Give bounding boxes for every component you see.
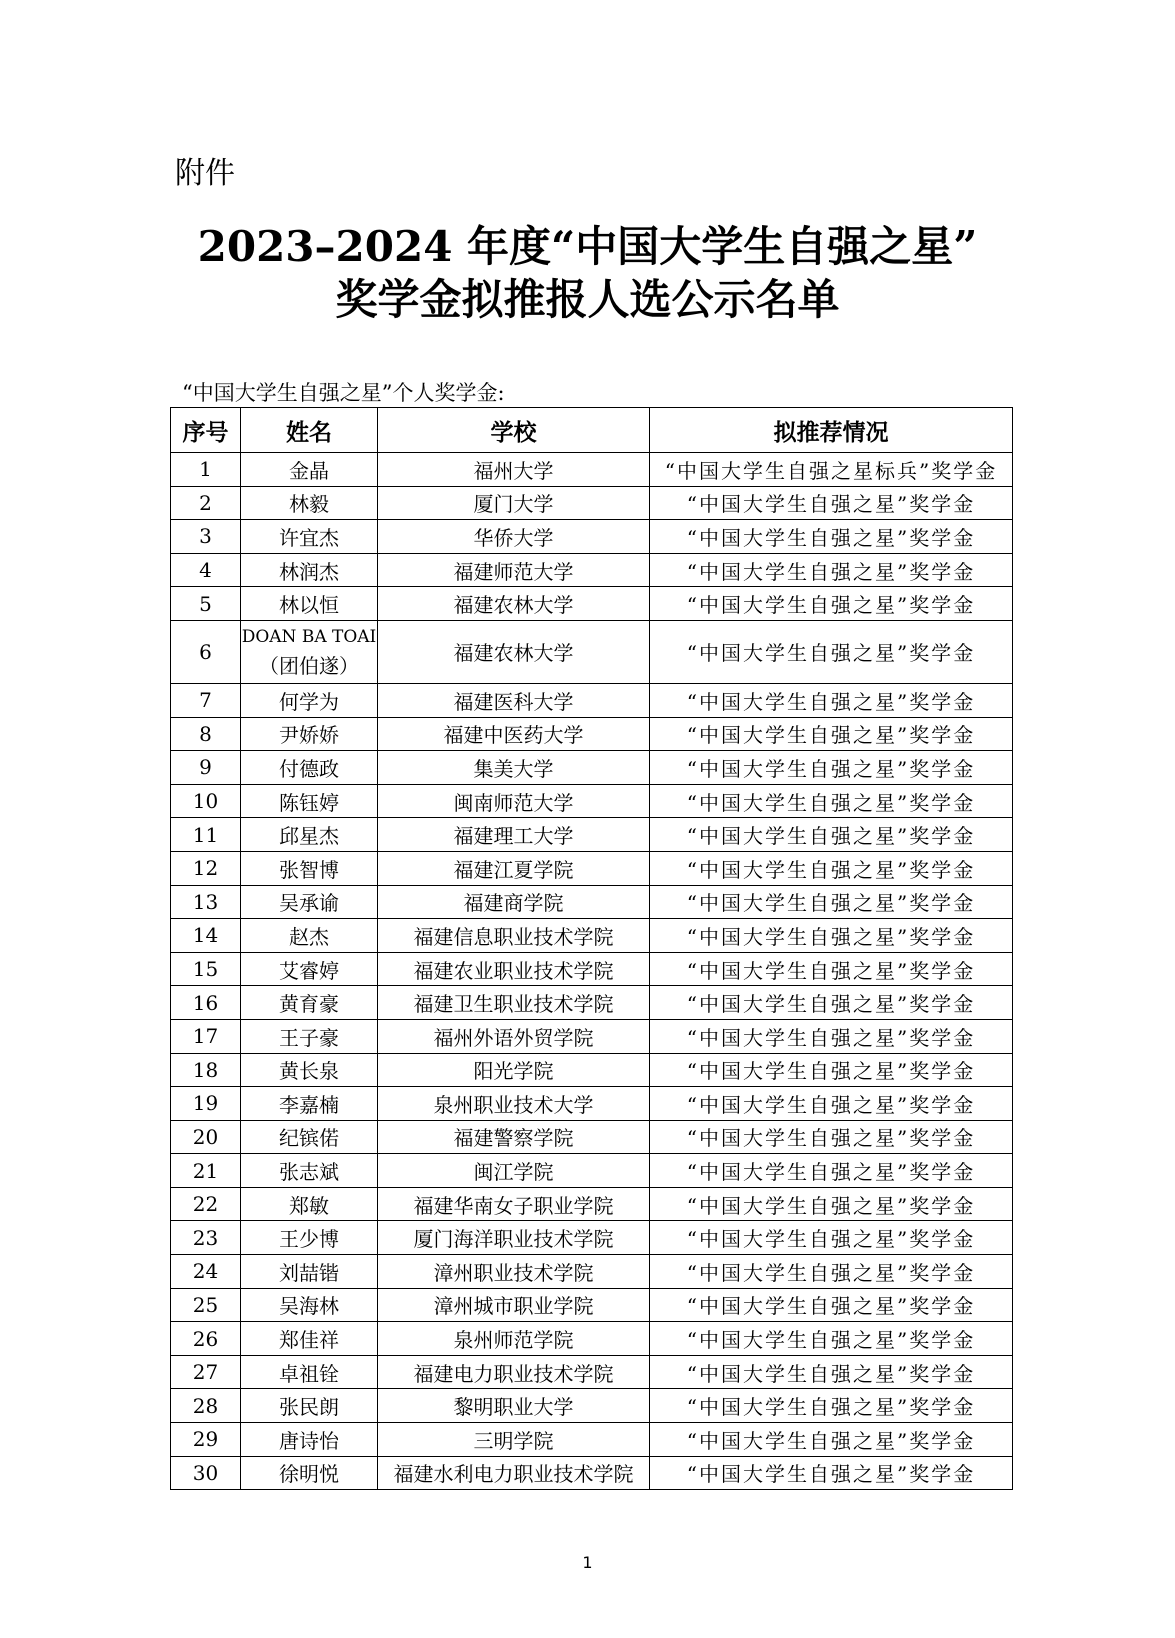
table-row — [171, 1322, 1013, 1356]
cell-recommendation: “中国大学生自强之星”奖学金 — [650, 1255, 1013, 1289]
table-row — [171, 520, 1013, 554]
table-row — [171, 986, 1013, 1020]
cell-recommendation: “中国大学生自强之星”奖学金 — [650, 620, 1013, 683]
cell-school: 福建江夏学院 — [378, 851, 650, 885]
cell-no: 15 — [171, 952, 241, 986]
cell-no: 8 — [171, 717, 241, 751]
table-row — [171, 620, 1013, 683]
cell-name: 张智博 — [241, 851, 378, 885]
table-row — [171, 851, 1013, 885]
cell-name: 林润杰 — [241, 553, 378, 587]
cell-no: 1 — [171, 453, 241, 487]
cell-name: 唐诗怡 — [241, 1423, 378, 1457]
cell-no: 3 — [171, 520, 241, 554]
cell-recommendation: “中国大学生自强之星”奖学金 — [650, 1087, 1013, 1121]
header-recommendation: 拟推荐情况 — [650, 408, 1013, 453]
table-row — [171, 1221, 1013, 1255]
cell-no: 5 — [171, 587, 241, 621]
cell-name: 林以恒 — [241, 587, 378, 621]
cell-school: 厦门海洋职业技术学院 — [378, 1221, 650, 1255]
cell-no: 7 — [171, 683, 241, 717]
table-row — [171, 1355, 1013, 1389]
cell-school: 阳光学院 — [378, 1053, 650, 1087]
cell-recommendation: “中国大学生自强之星”奖学金 — [650, 1355, 1013, 1389]
cell-name: 卓祖铨 — [241, 1355, 378, 1389]
cell-name-line-1: DOAN BA TOAI — [241, 626, 377, 647]
table-row — [171, 952, 1013, 986]
cell-name: 赵杰 — [241, 919, 378, 953]
cell-name: 尹娇娇 — [241, 717, 378, 751]
cell-recommendation: “中国大学生自强之星”奖学金 — [650, 1288, 1013, 1322]
cell-name: 郑佳祥 — [241, 1322, 378, 1356]
cell-no: 9 — [171, 751, 241, 785]
table-row — [171, 587, 1013, 621]
cell-school: 福建理工大学 — [378, 818, 650, 852]
table-row — [171, 486, 1013, 520]
cell-name-line-2: （团伯遂） — [259, 653, 359, 678]
cell-school: 福建商学院 — [378, 885, 650, 919]
table-row — [171, 751, 1013, 785]
cell-school: 福建警察学院 — [378, 1120, 650, 1154]
cell-recommendation: “中国大学生自强之星”奖学金 — [650, 1423, 1013, 1457]
cell-no: 26 — [171, 1322, 241, 1356]
table-row — [171, 1053, 1013, 1087]
cell-name: 艾睿婷 — [241, 952, 378, 986]
table-row — [171, 1456, 1013, 1490]
cell-name: 纪镔偌 — [241, 1120, 378, 1154]
cell-recommendation: “中国大学生自强之星”奖学金 — [650, 919, 1013, 953]
cell-school: 福建信息职业技术学院 — [378, 919, 650, 953]
cell-recommendation: “中国大学生自强之星”奖学金 — [650, 952, 1013, 986]
cell-no: 10 — [171, 784, 241, 818]
cell-recommendation: “中国大学生自强之星”奖学金 — [650, 1019, 1013, 1053]
cell-name: 邱星杰 — [241, 818, 378, 852]
cell-no: 25 — [171, 1288, 241, 1322]
cell-recommendation: “中国大学生自强之星”奖学金 — [650, 587, 1013, 621]
cell-no: 13 — [171, 885, 241, 919]
cell-recommendation: “中国大学生自强之星”奖学金 — [650, 717, 1013, 751]
page-number: 1 — [582, 1553, 593, 1572]
cell-school: 福州大学 — [378, 453, 650, 487]
cell-no: 4 — [171, 553, 241, 587]
cell-recommendation: “中国大学生自强之星”奖学金 — [650, 851, 1013, 885]
cell-no: 2 — [171, 486, 241, 520]
cell-name: 王少博 — [241, 1221, 378, 1255]
cell-name: 何学为 — [241, 683, 378, 717]
cell-name: 张志斌 — [241, 1154, 378, 1188]
cell-recommendation: “中国大学生自强之星”奖学金 — [650, 1154, 1013, 1188]
cell-recommendation: “中国大学生自强之星”奖学金 — [650, 1053, 1013, 1087]
cell-no: 29 — [171, 1423, 241, 1457]
cell-no: 16 — [171, 986, 241, 1020]
cell-recommendation: “中国大学生自强之星”奖学金 — [650, 1322, 1013, 1356]
cell-recommendation: “中国大学生自强之星”奖学金 — [650, 520, 1013, 554]
table-row — [171, 1423, 1013, 1457]
cell-school: 泉州师范学院 — [378, 1322, 650, 1356]
cell-recommendation: “中国大学生自强之星”奖学金 — [650, 486, 1013, 520]
section-label: “中国大学生自强之星”个人奖学金: — [182, 381, 505, 405]
cell-name: 吴承谕 — [241, 885, 378, 919]
table-row — [171, 683, 1013, 717]
cell-recommendation: “中国大学生自强之星”奖学金 — [650, 1120, 1013, 1154]
cell-school: 漳州城市职业学院 — [378, 1288, 650, 1322]
cell-school: 闽南师范大学 — [378, 784, 650, 818]
cell-name: 黄育豪 — [241, 986, 378, 1020]
cell-school: 福建水利电力职业技术学院 — [378, 1456, 650, 1490]
table-row — [171, 1255, 1013, 1289]
cell-no: 20 — [171, 1120, 241, 1154]
cell-school: 集美大学 — [378, 751, 650, 785]
cell-name: 刘喆锴 — [241, 1255, 378, 1289]
cell-name: 付德政 — [241, 751, 378, 785]
table-row — [171, 453, 1013, 487]
cell-name: 王子豪 — [241, 1019, 378, 1053]
cell-recommendation: “中国大学生自强之星标兵”奖学金 — [650, 453, 1013, 487]
cell-name: 张民朗 — [241, 1389, 378, 1423]
table-row — [171, 1120, 1013, 1154]
cell-school: 福建医科大学 — [378, 683, 650, 717]
table-row — [171, 553, 1013, 587]
table-row — [171, 717, 1013, 751]
cell-school: 三明学院 — [378, 1423, 650, 1457]
table-row — [171, 1389, 1013, 1423]
table-row — [171, 818, 1013, 852]
cell-name: 林毅 — [241, 486, 378, 520]
cell-school: 泉州职业技术大学 — [378, 1087, 650, 1121]
cell-school: 福建农林大学 — [378, 587, 650, 621]
cell-recommendation: “中国大学生自强之星”奖学金 — [650, 885, 1013, 919]
cell-school: 福建农业职业技术学院 — [378, 952, 650, 986]
cell-recommendation: “中国大学生自强之星”奖学金 — [650, 751, 1013, 785]
cell-school: 福建华南女子职业学院 — [378, 1187, 650, 1221]
cell-no: 19 — [171, 1087, 241, 1121]
cell-no: 28 — [171, 1389, 241, 1423]
table-header-row — [171, 408, 1013, 453]
header-name: 姓名 — [241, 408, 378, 453]
table-row — [171, 784, 1013, 818]
cell-no: 14 — [171, 919, 241, 953]
table-row — [171, 1087, 1013, 1121]
table-row — [171, 885, 1013, 919]
nominee-table — [170, 407, 1013, 1490]
header-school: 学校 — [378, 408, 650, 453]
cell-school: 福建卫生职业技术学院 — [378, 986, 650, 1020]
table-row — [171, 919, 1013, 953]
cell-recommendation: “中国大学生自强之星”奖学金 — [650, 1389, 1013, 1423]
cell-name: 许宜杰 — [241, 520, 378, 554]
cell-school: 福建师范大学 — [378, 553, 650, 587]
cell-recommendation: “中国大学生自强之星”奖学金 — [650, 553, 1013, 587]
cell-recommendation: “中国大学生自强之星”奖学金 — [650, 1187, 1013, 1221]
cell-school: 福州外语外贸学院 — [378, 1019, 650, 1053]
cell-school: 厦门大学 — [378, 486, 650, 520]
cell-recommendation: “中国大学生自强之星”奖学金 — [650, 784, 1013, 818]
cell-no: 17 — [171, 1019, 241, 1053]
cell-school: 福建中医药大学 — [378, 717, 650, 751]
cell-no: 23 — [171, 1221, 241, 1255]
cell-school: 福建电力职业技术学院 — [378, 1355, 650, 1389]
cell-name — [241, 620, 378, 683]
cell-recommendation: “中国大学生自强之星”奖学金 — [650, 986, 1013, 1020]
page-title-line-1: 2023–2024 年度“中国大学生自强之星” — [197, 222, 978, 271]
cell-school: 华侨大学 — [378, 520, 650, 554]
table-row — [171, 1288, 1013, 1322]
cell-recommendation: “中国大学生自强之星”奖学金 — [650, 1456, 1013, 1490]
cell-no: 24 — [171, 1255, 241, 1289]
cell-no: 30 — [171, 1456, 241, 1490]
table-row — [171, 1154, 1013, 1188]
header-no: 序号 — [171, 408, 241, 453]
cell-name: 徐明悦 — [241, 1456, 378, 1490]
attachment-label: 附件 — [175, 156, 235, 191]
table-row — [171, 1187, 1013, 1221]
cell-name: 吴海林 — [241, 1288, 378, 1322]
cell-no: 21 — [171, 1154, 241, 1188]
cell-name: 黄长泉 — [241, 1053, 378, 1087]
cell-no: 12 — [171, 851, 241, 885]
cell-no: 11 — [171, 818, 241, 852]
cell-name: 郑敏 — [241, 1187, 378, 1221]
cell-name: 陈钰婷 — [241, 784, 378, 818]
cell-no: 18 — [171, 1053, 241, 1087]
cell-recommendation: “中国大学生自强之星”奖学金 — [650, 818, 1013, 852]
cell-no: 6 — [171, 620, 241, 683]
table-row — [171, 1019, 1013, 1053]
cell-recommendation: “中国大学生自强之星”奖学金 — [650, 1221, 1013, 1255]
cell-name: 金晶 — [241, 453, 378, 487]
cell-no: 27 — [171, 1355, 241, 1389]
cell-school: 福建农林大学 — [378, 620, 650, 683]
cell-name: 李嘉楠 — [241, 1087, 378, 1121]
cell-school: 闽江学院 — [378, 1154, 650, 1188]
cell-recommendation: “中国大学生自强之星”奖学金 — [650, 683, 1013, 717]
cell-no: 22 — [171, 1187, 241, 1221]
cell-school: 漳州职业技术学院 — [378, 1255, 650, 1289]
page-title-line-2: 奖学金拟推报人选公示名单 — [335, 275, 840, 324]
cell-school: 黎明职业大学 — [378, 1389, 650, 1423]
